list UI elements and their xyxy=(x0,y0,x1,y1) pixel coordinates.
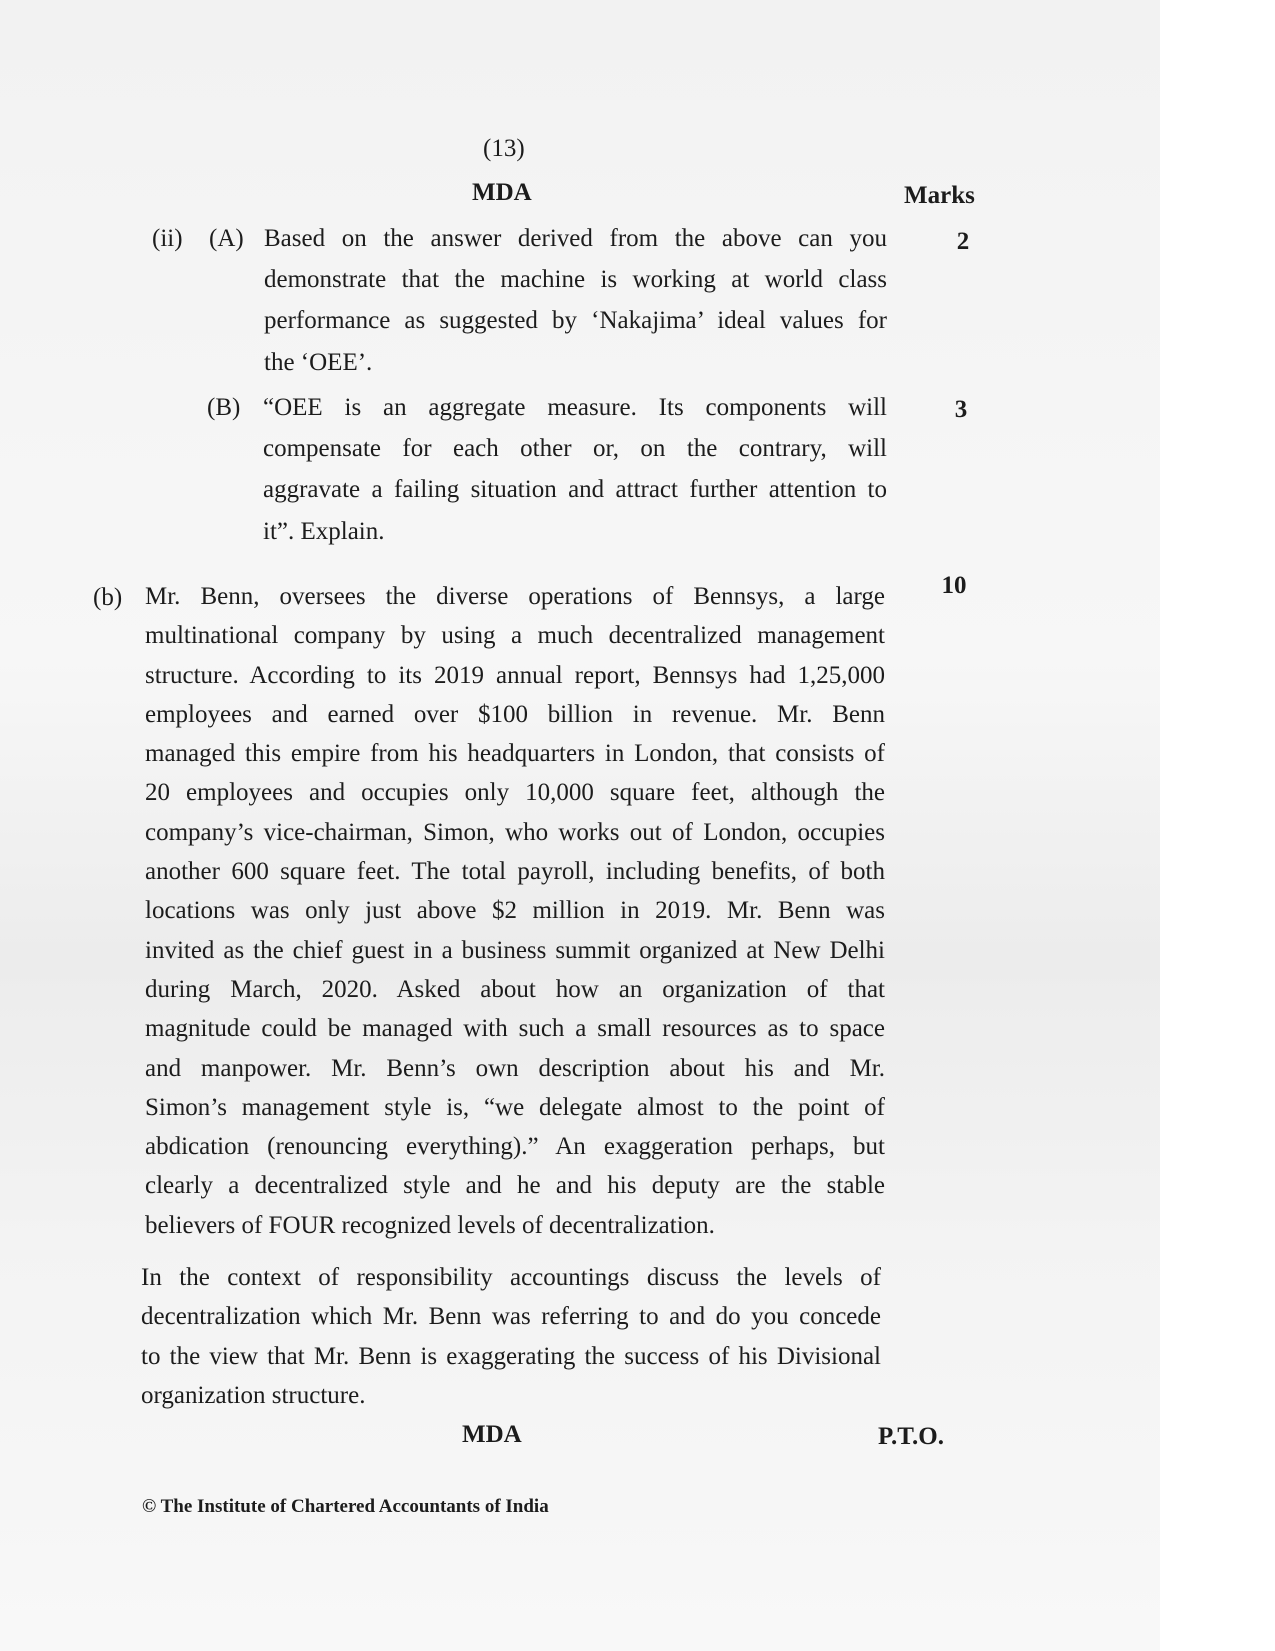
question-A-marks: 2 xyxy=(956,228,970,255)
question-B-line: “OEE is an aggregate measure. Its components will xyxy=(263,394,887,421)
question-b-task-text xyxy=(141,1258,881,1415)
question-A-text xyxy=(264,218,887,383)
scan-margin xyxy=(1160,0,1275,1651)
case-line: company’s vice-chairman, Simon, who works out of London, occupies xyxy=(145,818,885,846)
case-line: believers of FOUR recognized levels of decentralization. xyxy=(145,1211,715,1239)
question-B-line: compensate for each other or, on the contrary, will xyxy=(263,435,887,463)
case-line: Simon’s management style is, “we delegate almost to the point of xyxy=(145,1093,885,1121)
case-line: and manpower. Mr. Benn’s own description about his and Mr. xyxy=(145,1054,885,1082)
question-A-line: the ‘OEE’. xyxy=(264,348,373,376)
case-line: multinational company by using a much decentralized management xyxy=(145,622,885,650)
case-line: Mr. Benn, oversees the diverse operations of Bennsys, a large xyxy=(145,583,885,610)
question-A-line: Based on the answer derived from the above can you xyxy=(264,225,887,252)
question-A-line: performance as suggested by ‘Nakajima’ ideal values for xyxy=(264,307,887,335)
case-line: clearly a decentralized style and he and his deputy are the stable xyxy=(145,1172,885,1200)
copyright-notice: © The Institute of Chartered Accountants of India xyxy=(142,1496,549,1517)
case-line: locations was only just above $2 million in 2019. Mr. Benn was xyxy=(145,897,885,925)
question-B-line: it”. Explain. xyxy=(263,517,385,545)
question-B-line: aggravate a failing situation and attract further attention to xyxy=(263,476,887,504)
question-b-label: (b) xyxy=(93,584,123,611)
question-b-case-text xyxy=(145,577,885,1245)
case-line: magnitude could be managed with such a small resources as to space xyxy=(145,1015,885,1043)
task-line: organization structure. xyxy=(141,1381,366,1409)
case-line: structure. According to its 2019 annual report, Bennsys had 1,25,000 xyxy=(145,661,885,689)
question-A-label: (A) xyxy=(209,225,244,252)
case-line: invited as the chief guest in a business summit organized at New Delhi xyxy=(145,936,885,964)
case-line: 20 employees and occupies only 10,000 square feet, although the xyxy=(145,779,885,807)
task-line: to the view that Mr. Benn is exaggerating the success of his Divisional xyxy=(141,1342,881,1370)
page-number: (13) xyxy=(483,135,525,162)
question-B-text xyxy=(263,387,887,552)
case-line: managed this empire from his headquarters in London, that consists of xyxy=(145,740,885,768)
question-b-marks: 10 xyxy=(941,572,967,599)
task-line: decentralization which Mr. Benn was referring to and do you concede xyxy=(141,1303,881,1331)
case-line: abdication (renouncing everything).” An exaggeration perhaps, but xyxy=(145,1133,885,1161)
question-B-label: (B) xyxy=(207,394,241,421)
task-line: In the context of responsibility accountings discuss the levels of xyxy=(141,1264,881,1291)
paper-code-header: MDA xyxy=(472,179,532,206)
question-B-marks: 3 xyxy=(954,396,968,423)
case-line: during March, 2020. Asked about how an organization of that xyxy=(145,975,885,1003)
case-line: employees and earned over $100 billion in revenue. Mr. Benn xyxy=(145,700,885,728)
please-turn-over: P.T.O. xyxy=(878,1423,944,1450)
question-ii-label: (ii) xyxy=(152,225,183,252)
question-A-line: demonstrate that the machine is working at world class xyxy=(264,266,887,294)
case-line: another 600 square feet. The total payroll, including benefits, of both xyxy=(145,858,885,886)
marks-heading: Marks xyxy=(904,182,975,209)
paper-code-footer: MDA xyxy=(462,1421,522,1448)
